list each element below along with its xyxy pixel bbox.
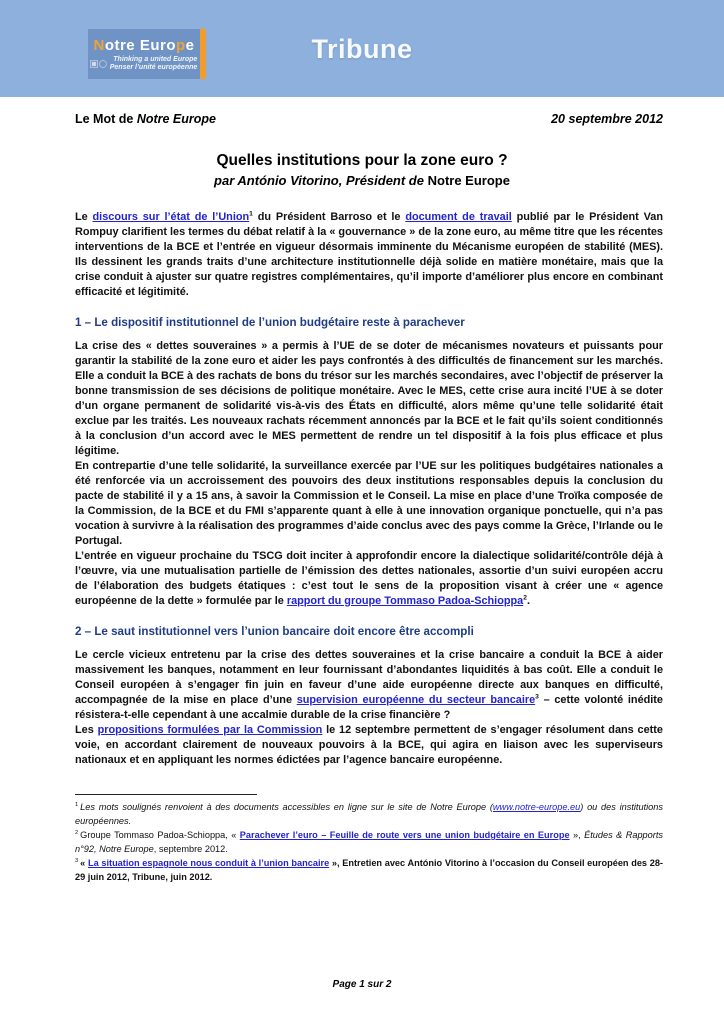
text-run: « <box>80 858 88 868</box>
text-run: En contrepartie d’une telle solidarité, la surveillance exercée par l’UE sur les politiques budgétaires nationales a été renforcée via un accroissement des pouvoirs des deux institutions responsables depuis la conclusion du pacte de stabilité il y a 15 ans, à savoir la Commission et le Conseil. La mise en place d’une Troïka composée de la Commission, de la BCE et du FMI s’apparente quant à elle à une innovation organique ponctuelle, qui n’a pas vocation à survivre à la réalisation des programmes d’aide conclus avec des pays comme la Grèce, l’Irlande ou le Portugal. <box>75 460 663 547</box>
inline-link[interactable]: document de travail <box>405 211 512 223</box>
inline-link[interactable]: propositions formulées par la Commission <box>97 724 323 736</box>
page-title: Quelles institutions pour la zone euro ? <box>216 152 508 169</box>
text-run: La crise des « dettes souveraines » a permis à l’UE de se doter de mécanismes novateurs et puissants pour garantir la stabilité de la zone euro et aider les pays confrontés à des difficultés de financement sur les marchés. Elle a conduit la BCE à des rachats de bons du trésor sur les marchés secondaires, avec l’objectif de préserver la bonne transmission de ses décisions de politique monétaire. Avec le MES, cette crise aura incité l’UE à se doter d’un organe permanent de solidarité vis-à-vis des États en difficulté, alors même qu’une telle solidarité était exclue par les traités. Les nouveaux rachats récemment annoncés par la BCE et le fait qu’ils soient conditionnés à la conclusion d’un accord avec le MES permettent de rendre un tel dispositif à la fois plus efficace et plus légitime. <box>75 340 663 457</box>
text-run: », Entretien avec António Vitorino à l’occasion du Conseil européen des 28-29 juin 2012, Tribune, juin 2012. <box>75 858 663 882</box>
text-run: publié par le Président Van Rompuy clarifient les termes du débat relatif à la « gouvernance » de la zone euro, au même titre que les récentes interventions de la BCE et l’entrée en vigueur désormais imminente du Mécanisme européen de stabilité (MES). Ils dessinent les grands traits d’une architecture institutionnelle déjà solide en matière monétaire, mais que la crise conduit à ajuster sur quatre registres complémentaires, qu’il importe d’améliorer plus encore en combinant efficacité et légitimité. <box>75 211 663 298</box>
text-run: Les <box>75 724 98 736</box>
inline-link[interactable]: rapport du groupe Tommaso Padoa-Schioppa <box>286 595 524 607</box>
paragraph <box>75 459 663 549</box>
document-body <box>75 210 663 768</box>
text-run: Études & Rapports n°92, Notre Europe <box>75 830 663 854</box>
text-run: du Président Barroso et le <box>252 211 406 223</box>
title-block <box>0 152 724 188</box>
paragraph <box>75 648 663 723</box>
footnote-marker: 1 <box>75 801 79 808</box>
inline-link[interactable]: La situation espagnole nous conduit à l’union bancaire <box>87 858 330 868</box>
text-run: 2 <box>523 594 527 602</box>
spacer <box>75 300 663 315</box>
text-run: le 12 septembre permettent de s’engager résolument dans cette voie, en accordant clairement de nouveaux pouvoirs à la BCE, qui agira en liaison avec les superviseurs nationaux et en appliquant les normes édictées par l’agence bancaire européenne. <box>75 724 663 766</box>
text-run: e <box>185 36 195 54</box>
text-run: Groupe Tommaso Padoa-Schioppa, « <box>80 830 240 840</box>
footnote-1 <box>75 801 663 828</box>
banner-title: Tribune <box>311 34 413 64</box>
paragraph <box>75 723 663 768</box>
logo-tagline-line1: Thinking a united Europe <box>113 55 198 63</box>
text-run: p <box>176 36 186 54</box>
inline-link[interactable]: Parachever l’euro – Feuille de route vers une union budgétaire en Europe <box>239 830 570 840</box>
paragraph <box>75 549 663 609</box>
document-date: 20 septembre 2012 <box>551 112 663 126</box>
text-run: N <box>93 36 105 54</box>
inline-link[interactable]: discours sur l’état de l’Union <box>92 211 250 223</box>
footnote-area <box>75 794 663 884</box>
byline <box>0 173 724 188</box>
text-run: otre Euro <box>104 36 176 54</box>
section-2-heading: 2 – Le saut institutionnel vers l’union bancaire doit encore être accompli <box>75 625 474 638</box>
inline-link[interactable]: supervision européenne du secteur bancaire <box>296 694 536 706</box>
byline-author: par António Vitorino, Président de <box>214 173 428 188</box>
subheader-row <box>0 97 724 126</box>
inline-link[interactable]: www.notre-europe.eu <box>492 802 581 812</box>
page-number: Page 1 sur 2 <box>332 979 392 990</box>
text-run: , septembre 2012. <box>153 843 228 854</box>
subheader-prefix: Le Mot de <box>75 112 137 126</box>
footnote-separator <box>75 794 257 795</box>
footnote-3 <box>75 857 663 884</box>
spacer <box>75 609 663 624</box>
text-run: L’entrée en vigueur prochaine du TSCG doit inciter à approfondir encore la dialectique solidarité/contrôle déjà à l’œuvre, via une mutualisation partielle de l’émission des dettes nationales, assortie d’un suivi européen accru de l’élaboration des budgets étatiques : c’est tout le sens de la proposition visant à créer une « agence européenne de la dette » formulée par le <box>75 550 663 607</box>
footnote-marker: 2 <box>75 829 79 836</box>
paragraph <box>75 339 663 459</box>
footnote-2 <box>75 829 663 856</box>
intro-paragraph <box>75 210 663 300</box>
header-banner <box>0 0 724 97</box>
text-run: ) ou des institutions européennes. <box>75 802 663 826</box>
text-run: Le <box>75 211 93 223</box>
byline-brand: Notre Europe <box>427 173 510 188</box>
text-run: Le cercle vicieux entretenu par la crise des dettes souveraines et la crise bancaire a conduit la BCE à aider massivement les banques, notamment en leur fournissant d’abondantes liquidités à bas coût. Elle a conduit le Conseil européen à s’engager fin juin en faveur d’une aide européenne directe aux banques en difficulté, accompagnée de la mise en place d’une <box>75 649 663 706</box>
section-1-heading: 1 – Le dispositif institutionnel de l’union budgétaire reste à parachever <box>75 316 465 329</box>
text-run: 3 <box>535 693 539 701</box>
subheader-brand: Notre Europe <box>136 112 216 126</box>
text-run: – cette volonté inédite résistera-t-elle cependant à une accalmie durable de la crise financière ? <box>75 694 663 721</box>
text-run: . <box>526 595 531 607</box>
footnote-marker: 3 <box>75 857 79 864</box>
text-run: », <box>569 830 585 840</box>
text-run: 1 <box>249 210 253 218</box>
text-run: Les mots soulignés renvoient à des documents accessibles en ligne sur le site de Notre Europe ( <box>80 802 493 812</box>
logo-tagline-line2: Penser l’unité européenne <box>109 63 198 71</box>
subheader-left <box>75 112 216 126</box>
